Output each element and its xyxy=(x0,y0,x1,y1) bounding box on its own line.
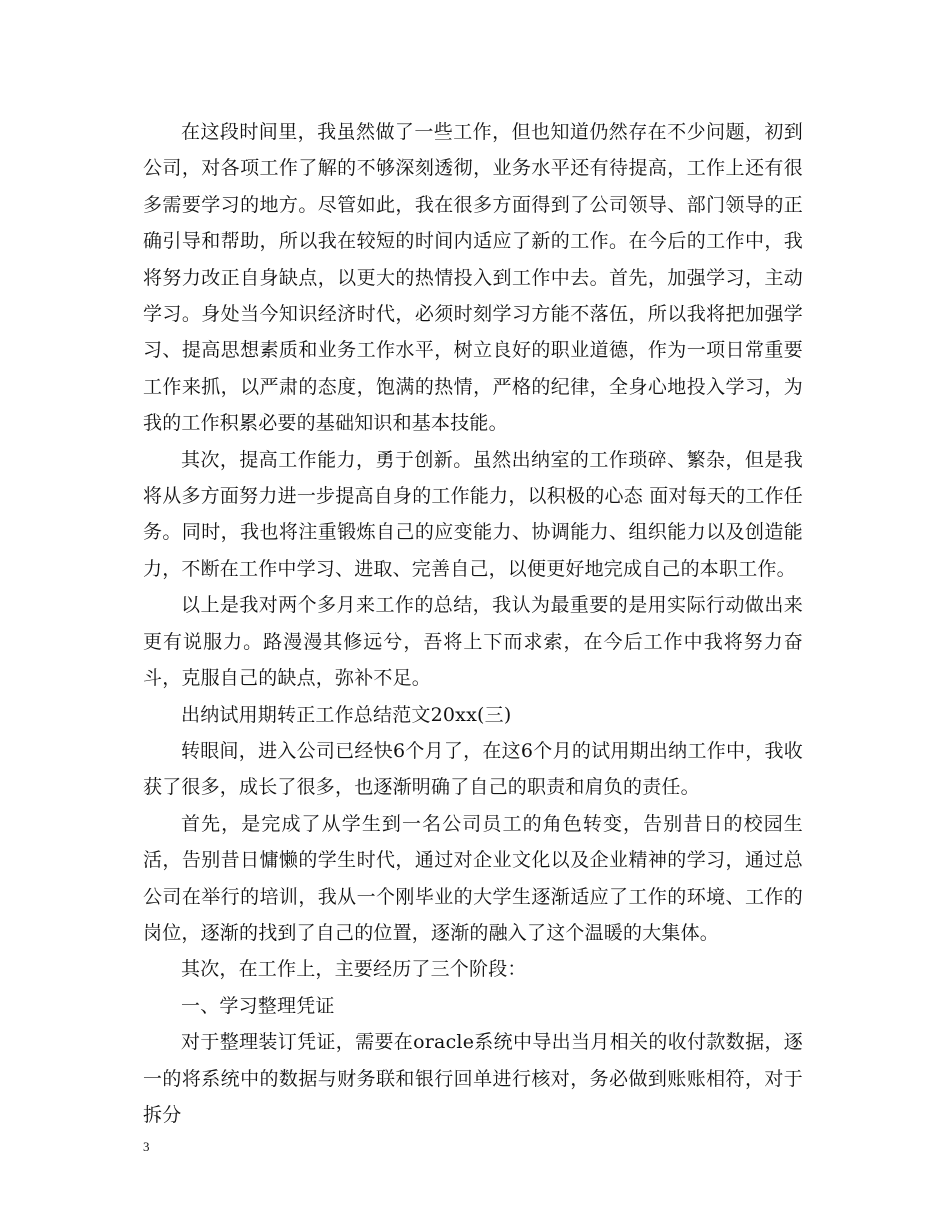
paragraph-six-months: 转眼间，进入公司已经快6个月了，在这6个月的试用期出纳工作中，我收获了很多，成长了很多，也逐渐明确了自己的职责和肩负的责任。 xyxy=(143,739,803,799)
paragraph-improve-ability: 其次，提高工作能力，勇于创新。虽然出纳室的工作琐碎、繁杂，但是我将从多方面努力进一步提高自身的工作能力，以积极的心态 面对每天的工作任务。同时，我也将注重锻炼自己的应变能力、协调能力、组织能力以及创造能力，不断在工作中学习、进取、完善自己，以便更好地完成自己的本职工作。 xyxy=(143,448,803,580)
document-body xyxy=(143,114,803,1133)
paragraph-voucher-process: 对于整理装订凭证，需要在oracle系统中导出当月相关的收付款数据，逐一的将系统中的数据与财务联和银行回单进行核对，务必做到账账相符，对于拆分 xyxy=(143,1031,803,1126)
page-number: 3 xyxy=(143,1139,150,1154)
subheading-vouchers: 一、学习整理凭证 xyxy=(181,994,335,1017)
section-heading: 出纳试用期转正工作总结范文20xx(三) xyxy=(181,703,512,726)
paragraph-work-reflection: 在这段时间里，我虽然做了一些工作，但也知道仍然存在不少问题，初到公司，对各项工作了解的不够深刻透彻，业务水平还有待提高，工作上还有很多需要学习的地方。尽管如此，我在很多方面得到了公司领导、部门领导的正确引导和帮助，所以我在较短的时间内适应了新的工作。在今后的工作中，我将努力改正自身缺点，以更大的热情投入到工作中去。首先，加强学习，主动学习。身处当今知识经济时代，必须时刻学习方能不落伍，所以我将把加强学习、提高思想素质和业务工作水平，树立良好的职业道德，作为一项日常重要工作来抓，以严肃的态度，饱满的热情，严格的纪律，全身心地投入学习，为我的工作积累必要的基础知识和基本技能。 xyxy=(143,121,803,435)
paragraph-three-stages: 其次，在工作上，主要经历了三个阶段： xyxy=(181,958,527,981)
paragraph-summary: 以上是我对两个多月来工作的总结，我认为最重要的是用实际行动做出来更有说服力。路漫漫其修远兮，吾将上下而求索，在今后工作中我将努力奋斗，克服自己的缺点，弥补不足。 xyxy=(143,594,803,690)
paragraph-role-transition: 首先，是完成了从学生到一名公司员工的角色转变，告别昔日的校园生活，告别昔日慵懒的学生时代，通过对企业文化以及企业精神的学习，通过总公司在举行的培训，我从一个刚毕业的大学生逐渐适应了工作的环境、工作的岗位，逐渐的找到了自己的位置，逐渐的融入了这个温暖的大集体。 xyxy=(143,812,803,944)
